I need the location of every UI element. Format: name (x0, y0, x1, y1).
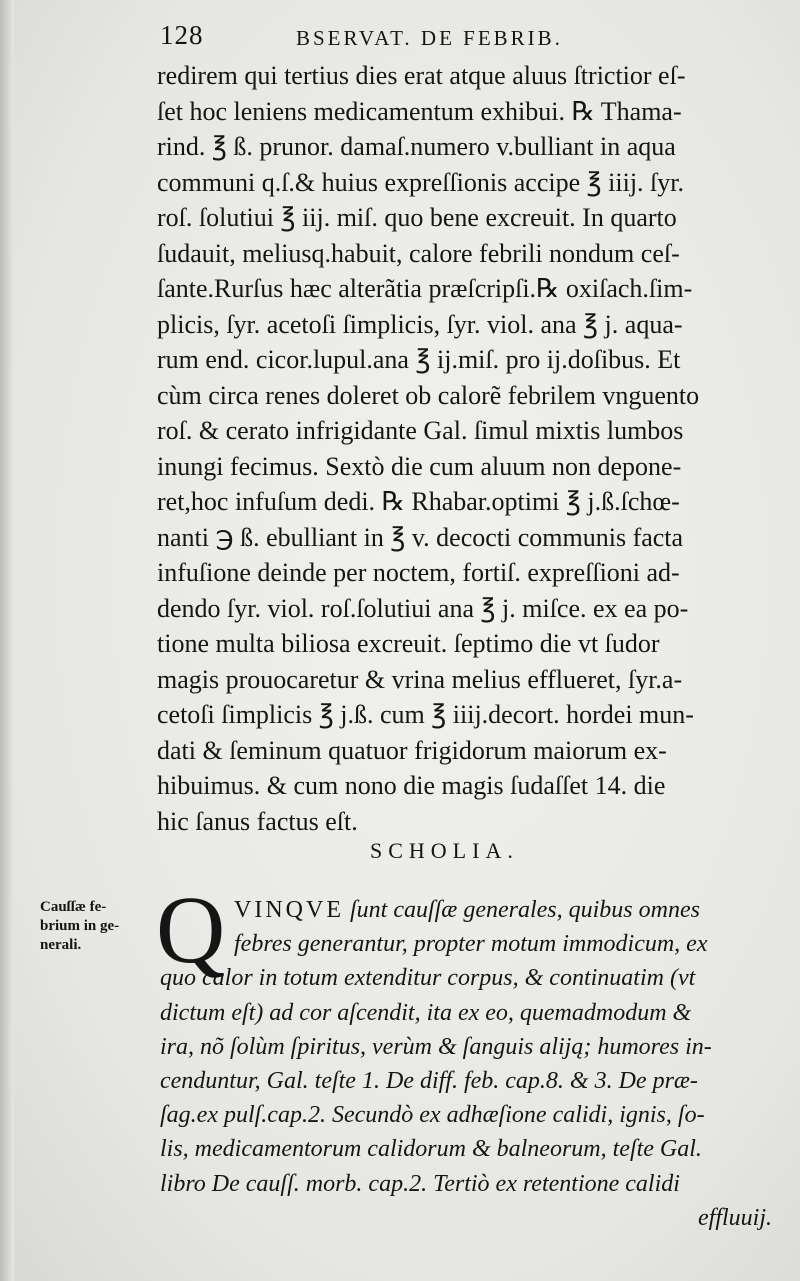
scholia-line: libro De cauſſ. morb. cap.2. Tertiò ex retentione calidi (160, 1170, 680, 1197)
text-line: redirem qui tertius dies erat atque aluus ſtrictior eſ- (157, 61, 686, 90)
text-line: dendo ſyr. viol. roſ.ſolutiui ana ℥ j. miſce. ex ea po- (157, 593, 689, 623)
main-text-block (157, 58, 769, 839)
text-line: plicis, ſyr. acetoſi ſimplicis, ſyr. viol. ana ℥ j. aqua- (157, 309, 683, 339)
text-line: rum end. cicor.lupul.ana ℥ ij.miſ. pro ij.doſibus. Et (157, 345, 681, 374)
scholia-heading: SCHOLIA. (370, 838, 519, 863)
margin-note-line: brium in ge- (40, 918, 120, 934)
text-line: ſet hoc leniens medicamentum exhibui. ℞ Thama- (157, 96, 682, 126)
text-line: ret,hoc infuſum dedi. ℞ Rhabar.optimi ℥ j.ß.ſchœ- (157, 487, 680, 516)
scholia-line (160, 893, 772, 927)
text-line: roſ. & cerato infrigidante Gal. ſimul mixtis lumbos (157, 416, 684, 445)
scholia-line: ira, nõ ſolùm ſpiritus, verùm & ſanguis aliją; humores in- (160, 1033, 712, 1060)
margin-note (40, 898, 152, 955)
running-head (160, 18, 780, 54)
text-line: ſante.Rurſus hæc alterãtia præſcripſi.℞ oxiſach.ſim- (157, 274, 693, 303)
text-line: magis prouocaretur & vrina melius efflueret, ſyr.a- (157, 664, 683, 694)
text-line: nanti ℈ ß. ebulliant in ℥ v. decocti communis facta (157, 522, 684, 552)
page-gutter-shadow (0, 0, 14, 1281)
text-line: hic ſanus factus eſt. (157, 806, 358, 836)
text-line: cetoſi ſimplicis ℥ j.ß. cum ℥ iiij.decort. hordei mun- (157, 700, 694, 729)
text-line: infuſione deinde per noctem, fortiſ. expreſſioni ad- (157, 558, 680, 587)
scholia-line: ſag.ex pulſ.cap.2. Secundò ex adhæſione calidi, ignis, ſo- (160, 1102, 705, 1129)
page-number: 128 (160, 20, 204, 50)
margin-note-line: Cauſſæ fe- (40, 899, 107, 915)
text-line: roſ. ſolutiui ℥ iij. miſ. quo bene excreuit. In quarto (157, 203, 677, 232)
text-line: rind. ℥ ß. prunor. damaſ.numero v.bulliant in aqua (157, 132, 676, 161)
text-line: tione multa biliosa excreuit. ſeptimo die vt ſudor (157, 629, 660, 658)
running-title: BSERVAT. DE FEBRIB. (296, 26, 563, 50)
scholia-line: quo calor in totum extenditur corpus, & continuatim (vt (160, 965, 696, 992)
scholia-line: dictum eſt) ad cor aſcendit, ita ex eo, quemadmodum & (160, 999, 692, 1026)
text-line: hibuimus. & cum nono die magis ſudaſſet 14. die (157, 771, 666, 800)
scholia-line: lis, medicamentorum calidorum & balneorum, teſte Gal. (160, 1136, 702, 1163)
margin-note-line: nerali. (40, 937, 82, 953)
text-line: inungi fecimus. Sextò die cum aluum non depone- (157, 451, 682, 481)
scholia-line: cenduntur, Gal. teſte 1. De diff. feb. cap.8. & 3. De præ- (160, 1067, 698, 1094)
scholia-text-block (160, 893, 772, 1235)
scholia-line: febres generantur, propter motum immodicum, ex (234, 931, 708, 958)
text-line: dati & ſeminum quatuor frigidorum maiorum ex- (157, 735, 667, 765)
text-line: cùm circa renes doleret ob calorẽ febrilem vnguento (157, 380, 700, 410)
text-line: communi q.ſ.& huius expreſſionis accipe ℥ iiij. ſyr. (157, 167, 684, 197)
drop-cap: Q (156, 876, 226, 983)
catchword: effluuij. (698, 1204, 772, 1231)
text-line: ſudauit, meliusq.habuit, calore febrili nondum ceſ- (157, 238, 680, 268)
scholia-first-word: VINQVE (234, 897, 344, 923)
scholia-line-text: ſunt cauſſæ generales, quibus omnes (349, 897, 700, 923)
